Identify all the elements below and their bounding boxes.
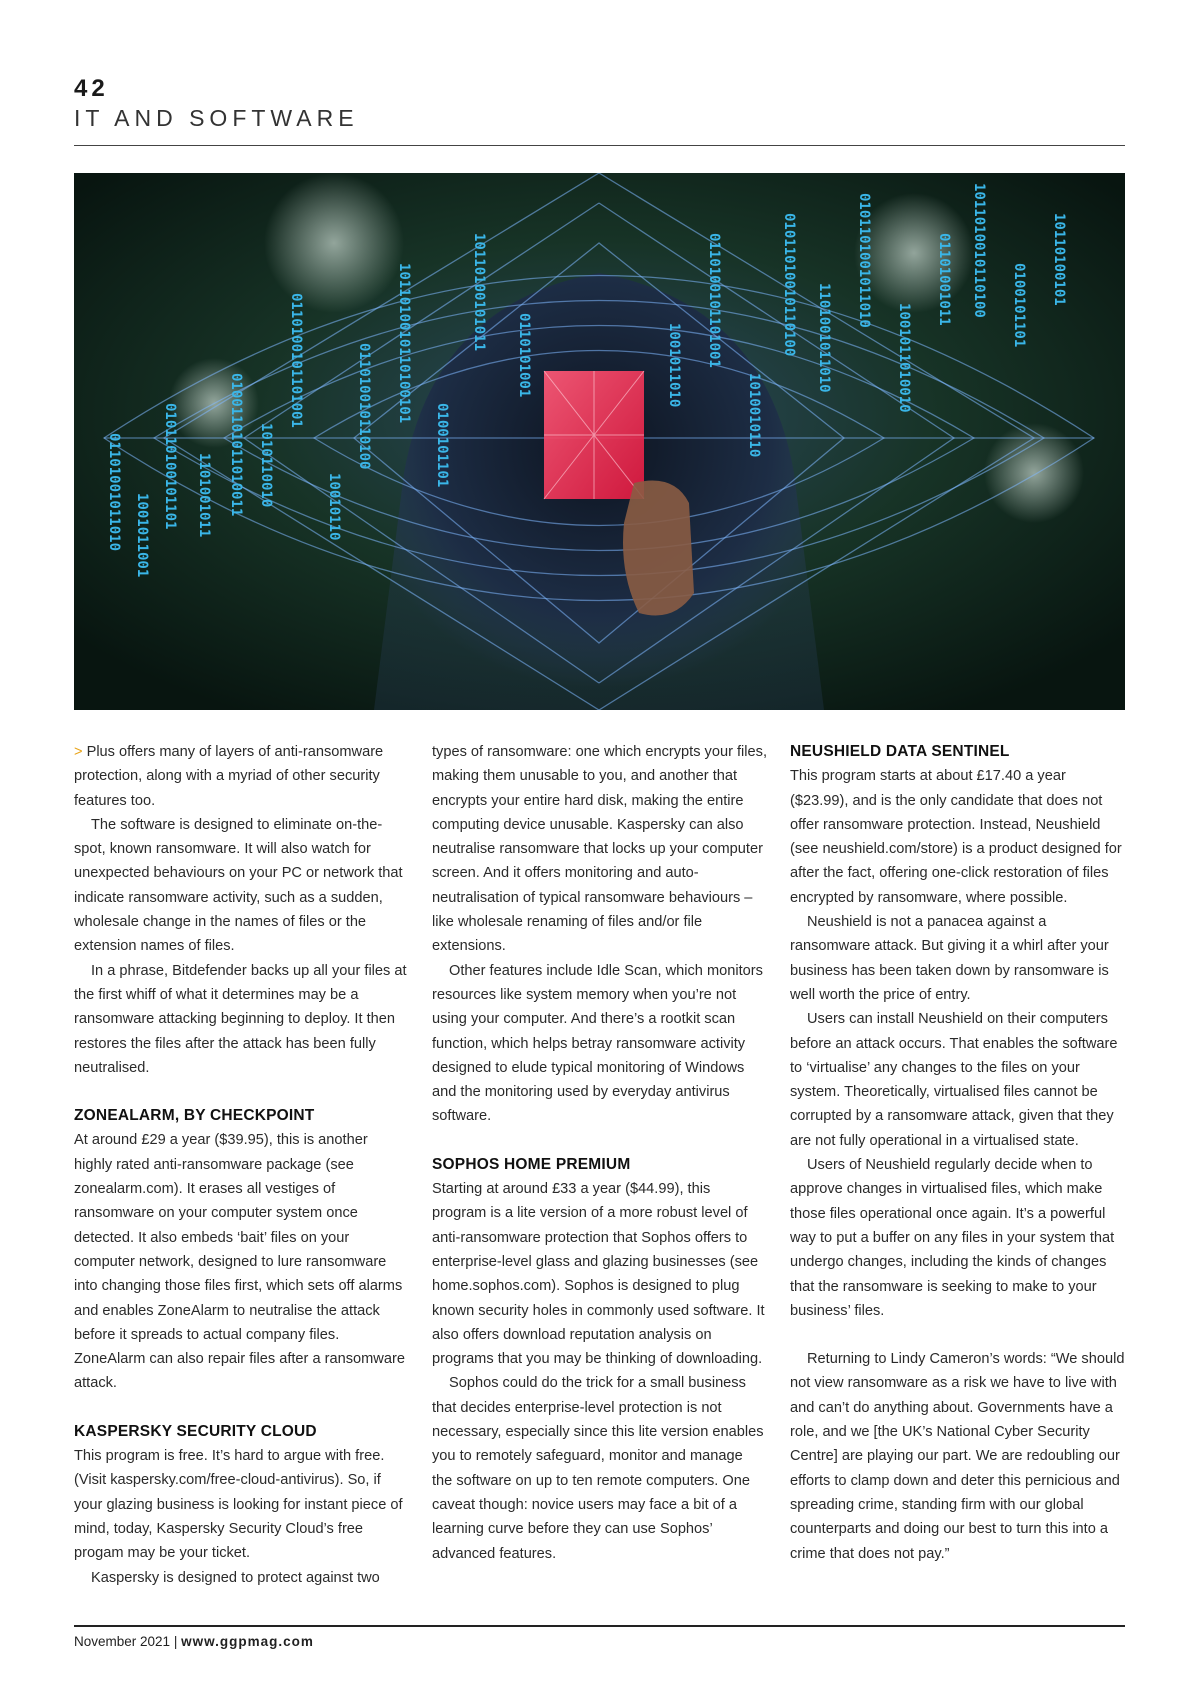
subheading-zonealarm: ZONEALARM, BY CHECKPOINT — [74, 1107, 315, 1125]
svg-text:0110100101101001: 0110100101101001 — [288, 293, 304, 428]
article-column-3 — [790, 740, 1125, 1566]
svg-text:0101101001011010: 0101101001011010 — [856, 193, 872, 328]
footer-separator: | — [170, 1634, 182, 1649]
paragraph: Starting at around £33 a year ($44.99), this program is a lite version of a more robust level of anti-ransomware protection that Sophos offers to enterprise-level glass and glazing businesses (see home.sophos.com). Sophos is designed to plug known security holes in commonly used software. It also offers download reputation analysis on programs that you may be thinking of downloading. — [432, 1181, 765, 1368]
svg-text:01101001011: 01101001011 — [936, 233, 952, 326]
paragraph: Neushield is not a panacea against a ransomware attack. But giving it a whirl after your business has been taken down by ransomware is well worth the price of entry. — [790, 914, 1109, 1003]
svg-text:01101001011010: 01101001011010 — [106, 433, 122, 552]
paragraph: Other features include Idle Scan, which monitors resources like system memory when you’re not using your computer. And there’s a rootkit scan function, which helps betray ransomware activity designed to elude typical monitoring of Windows and the monitoring used by everyday antivirus software. — [432, 962, 763, 1125]
paragraph: The software is designed to eliminate on-the-spot, known ransomware. It will also watch for unexpected behaviours on your PC or network that indicate ransomware activity, such as a sudden, wholesale change in the names of files or the extension names of files. — [74, 816, 403, 955]
article-column-2 — [432, 740, 767, 1566]
svg-text:0100101101: 0100101101 — [434, 403, 450, 488]
paragraph: Users can install Neushield on their computers before an attack occurs. That enables the software to ‘virtualise’ any changes to the files on your system. Theoretically, virtualised files cannot be corrupted by a ransomware attack, given that they are not fully operational in a virtualised state. — [790, 1011, 1118, 1149]
svg-text:1001011001: 1001011001 — [134, 493, 150, 578]
svg-text:1001011010: 1001011010 — [666, 323, 682, 408]
paragraph: Users of Neushield regularly decide when to approve changes in virtualised files, which make those files operational once again. It’s a powerful way to put a buffer on any files in your system that undergo changes, including the kinds of changes that the ransomware is seeking to make to your business’ files. — [790, 1157, 1115, 1319]
subheading-kaspersky: KASPERSKY SECURITY CLOUD — [74, 1422, 317, 1440]
page-number: 42 — [74, 75, 109, 102]
svg-text:1101001011: 1101001011 — [196, 453, 212, 538]
svg-text:0110101001: 0110101001 — [516, 313, 532, 398]
subheading-neushield: NEUSHIELD DATA SENTINEL — [790, 743, 1010, 760]
paragraph: Sophos could do the trick for a small business that decides enterprise-level protection is not necessary, especially since this lite version enables you to remotely safeguard, monitor and manage the software on up to ten remote computers. One caveat though: novice users may face a bit of a learning curve before they can use Sophos’ advanced features. — [432, 1375, 764, 1562]
paragraph: Kaspersky is designed to protect against two — [91, 1569, 380, 1586]
page-header — [74, 76, 1125, 132]
paragraph: At around £29 a year ($39.95), this is another highly rated anti-ransomware package (see zonealarm.com). It erases all vestiges of ransomware on your computer system once detected. It also embeds ‘bait’ files on your computer network, designed to lure ransomware into changing those files first, which sets off alarms and enables ZoneAlarm to neutralise the attack before it spreads to actual company files. ZoneAlarm can also repair files after a ransomware attack. — [74, 1132, 405, 1392]
svg-text:1010010110: 1010010110 — [746, 373, 762, 458]
paragraph: > Plus offers many of layers of anti-ransomware protection, along with a myriad of other security features too. — [74, 744, 384, 809]
paragraph: This program starts at about £17.40 a year ($23.99), and is the only candidate that does not offer ransomware protection. Instead, Neushield (see neushield.com/store) is a product designed for after the fact, offering one-click restoration of files encrypted by ransomware, where possible. — [790, 768, 1122, 906]
svg-text:1001011010010: 1001011010010 — [896, 303, 912, 413]
paragraph: Returning to Lindy Cameron’s words: “We should not view ransomware as a risk we have to live with and can’t do anything about. Governments have a role, and we [the UK’s National Cyber Security Centre] are playing our part. We are redoubling our efforts to clamp down and deter this pernicious and spreading crime, standing firm with our global counterparts and doing our best to turn this into a crime that does not pay.” — [790, 1351, 1125, 1562]
paragraph: This program is free. It’s hard to argue with free. (Visit kaspersky.com/free-cloud-antivirus). So, if your glazing business is looking for instant piece of mind, today, Kaspersky Security Cloud’s free progam may be your ticket. — [74, 1448, 403, 1562]
header-divider — [74, 145, 1125, 146]
page-footer — [74, 1634, 314, 1649]
svg-text:1011010010110100101: 1011010010110100101 — [396, 263, 412, 424]
svg-text:0110100101101001: 0110100101101001 — [706, 233, 722, 368]
svg-text:10110100101: 10110100101 — [1051, 213, 1067, 306]
article-column-1 — [74, 740, 409, 1590]
svg-text:1011010010110100: 1011010010110100 — [971, 183, 987, 318]
paragraph: types of ransomware: one which encrypts your files, making them unusable to you, and another that encrypts your entire hard disk, making the entire computing device unusable. Kaspersky can also neutralise ransomware that locks up your computer screen. And it offers monitoring and auto-neutralisation of typical ransomware behaviours – like wholesale renaming of files and/or file extensions. — [432, 744, 767, 955]
section-title: IT AND SOFTWARE — [74, 105, 359, 131]
svg-text:01011010010110100: 01011010010110100 — [781, 213, 797, 357]
hooded-hacker-binary-code-image — [74, 173, 1125, 710]
subheading-sophos: SOPHOS HOME PREMIUM — [432, 1155, 631, 1173]
continuation-marker: > — [74, 744, 83, 760]
svg-text:0100101101: 0100101101 — [1011, 263, 1027, 348]
paragraph: In a phrase, Bitdefender backs up all your files at the first whiff of what it determines may be a ransomware attacking beginning to deploy. It then restores the files after the attack has been fully neutralised. — [74, 962, 407, 1076]
website-link[interactable]: www.ggpmag.com — [181, 1634, 314, 1649]
svg-text:1010110010: 1010110010 — [258, 423, 274, 508]
svg-text:1101001011010: 1101001011010 — [816, 283, 832, 393]
issue-date: November 2021 — [74, 1634, 171, 1649]
svg-text:010110100101101: 010110100101101 — [162, 403, 178, 530]
footer-divider — [74, 1625, 1125, 1627]
svg-text:10110100101011: 10110100101011 — [471, 233, 487, 352]
hero-image — [74, 173, 1125, 710]
svg-text:01001101011010011: 01001101011010011 — [228, 373, 244, 517]
svg-text:10010110: 10010110 — [326, 473, 342, 541]
svg-text:011010010110100: 011010010110100 — [356, 343, 372, 470]
